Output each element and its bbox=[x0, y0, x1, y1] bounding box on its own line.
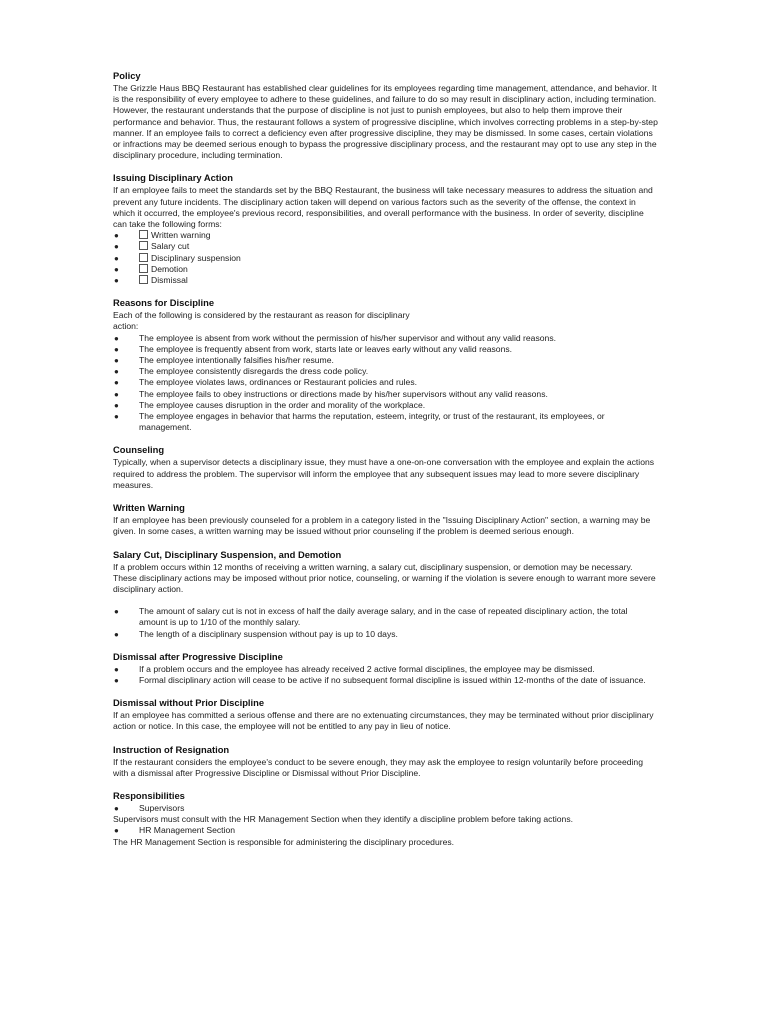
checkbox-glyph-icon bbox=[139, 253, 148, 262]
counseling-heading: Counseling bbox=[113, 444, 165, 456]
salary-cut-list bbox=[113, 606, 658, 640]
policy-heading: Policy bbox=[113, 70, 141, 81]
list-item: ● If a problem occurs and the employee has already received 2 active formal disciplines, the employee may be dismissed. bbox=[114, 663, 595, 674]
bullet-icon: ● bbox=[114, 344, 119, 354]
supervisors-label: Supervisors bbox=[139, 802, 185, 813]
reasons-heading: Reasons for Discipline bbox=[113, 297, 215, 309]
bullet-icon: ● bbox=[114, 253, 119, 263]
bullet-icon: ● bbox=[114, 356, 119, 366]
hr-text: The HR Management Section is responsible for administering the disciplinary procedures. bbox=[113, 836, 455, 847]
written-warning-heading: Written Warning bbox=[113, 502, 185, 514]
bullet-icon: ● bbox=[114, 664, 119, 674]
section-reasons-for-discipline bbox=[113, 297, 658, 433]
reasons-list bbox=[113, 333, 658, 434]
list-item: ● Demotion bbox=[114, 263, 188, 274]
resignation-heading: Instruction of Resignation bbox=[113, 743, 230, 755]
salary-cut-text: If a problem occurs within 12 months of receiving a written warning, a salary cut, disciplinary suspension, or demotion may be necessary. These disciplinary actions may be imposed without prior notice, counseling, or warning if the violation is severe enough to warrant more severe disciplinary action. bbox=[113, 561, 656, 594]
bullet-icon: ● bbox=[114, 264, 119, 274]
bullet-icon: ● bbox=[114, 675, 119, 685]
list-item: ● Dismissal bbox=[114, 275, 188, 286]
checkbox-glyph-icon bbox=[139, 230, 148, 239]
counseling-text: Typically, when a supervisor detects a disciplinary issue, they must have a one-on-one conversation with the employee and explain the actions required to address the problem. The supervisor will inform the employee that any subsequent issues may lead to more severe disciplinary measures. bbox=[113, 457, 655, 490]
list-item bbox=[113, 825, 658, 836]
list-item: ● Written warning bbox=[114, 230, 211, 241]
list-item: ● The employee causes disruption in the order and morality of the workplace. bbox=[114, 399, 426, 410]
bullet-icon: ● bbox=[114, 629, 119, 639]
bullet-icon: ● bbox=[114, 333, 119, 343]
discipline-forms-list bbox=[113, 230, 658, 286]
list-item: ● Salary cut bbox=[114, 241, 190, 252]
checkbox-glyph-icon bbox=[139, 275, 148, 284]
section-dismissal-after-progressive bbox=[113, 651, 658, 686]
list-item: ● Disciplinary suspension bbox=[114, 252, 241, 263]
bullet-icon: ● bbox=[114, 803, 119, 813]
section-policy bbox=[113, 70, 658, 161]
reasons-intro-line2: action: bbox=[113, 321, 139, 332]
bullet-icon: ● bbox=[114, 400, 119, 410]
responsibilities-heading: Responsibilities bbox=[113, 789, 185, 801]
list-item: ● The employee violates laws, ordinances or Restaurant policies and rules. bbox=[114, 377, 418, 388]
bullet-icon: ● bbox=[114, 378, 119, 388]
policy-text: The Grizzle Haus BBQ Restaurant has established clear guidelines for its employees regarding time management, attendance, and behavior. It is the responsibility of every employee to adhere to these guidelines, and failure to do so may result in disciplinary action, including termination. However, the restaurant understands that the purpose of discipline is not just to punish employees, but also to help them improve their performance and behavior. Thus, the restaurant follows a system of progressive discipline, which involves correcting problems in a step-by-step manner. If an employee fails to correct a deficiency even after progressive discipline, they may be dismissed. In some cases, certain violations or infractions may be deemed serious enough to bypass the progressive disciplinary process, and the restaurant may opt to use any step in the disciplinary procedure, including termination. bbox=[113, 83, 658, 161]
section-written-warning bbox=[113, 502, 658, 537]
bullet-icon: ● bbox=[114, 276, 119, 286]
checkbox-glyph-icon bbox=[139, 264, 148, 273]
list-item: ● The employee consistently disregards the dress code policy. bbox=[114, 366, 369, 377]
bullet-icon: ● bbox=[114, 242, 119, 252]
issuing-heading: Issuing Disciplinary Action bbox=[113, 172, 233, 184]
list-item: ● The length of a disciplinary suspension without pay is up to 10 days. bbox=[114, 628, 398, 639]
bullet-icon: ● bbox=[114, 607, 119, 617]
list-item: ● The employee engages in behavior that harms the reputation, esteem, integrity, or trust of the restaurant, its employees, or management. bbox=[114, 411, 605, 433]
section-counseling bbox=[113, 444, 658, 491]
bullet-icon: ● bbox=[114, 412, 119, 422]
document-page bbox=[113, 70, 658, 859]
list-item: ● The employee is absent from work without the permission of his/her supervisor and without any valid reasons. bbox=[114, 332, 556, 343]
written-warning-text: If an employee has been previously counseled for a problem in a category listed in the "Issuing Disciplinary Action" section, a warning may be given. In some cases, a written warning may be issued without prior counseling if the problem is deemed serious enough. bbox=[113, 515, 651, 537]
hr-label: HR Management Section bbox=[139, 825, 236, 836]
section-salary-cut bbox=[113, 549, 658, 640]
list-item bbox=[113, 803, 658, 814]
bullet-icon: ● bbox=[114, 826, 119, 836]
dismissal-without-text: If an employee has committed a serious offense and there are no extenuating circumstances, they may be terminated without prior disciplinary action or notice. In this case, the employee will not be entitled to any pay in lieu of notice. bbox=[113, 710, 654, 732]
list-item: ● The amount of salary cut is not in excess of half the daily average salary, and in the case of repeated disciplinary action, the total amount is up to 1/10 of the monthly salary. bbox=[114, 606, 628, 628]
checkbox-glyph-icon bbox=[139, 241, 148, 250]
section-instruction-of-resignation bbox=[113, 744, 658, 779]
dismissal-progressive-list bbox=[113, 664, 658, 686]
section-responsibilities bbox=[113, 790, 658, 848]
bullet-icon: ● bbox=[114, 367, 119, 377]
bullet-icon: ● bbox=[114, 231, 119, 241]
section-issuing-disciplinary-action bbox=[113, 172, 658, 286]
section-dismissal-without-prior bbox=[113, 697, 658, 732]
bullet-icon: ● bbox=[114, 389, 119, 399]
supervisors-text: Supervisors must consult with the HR Management Section when they identify a discipline problem before taking actions. bbox=[113, 814, 574, 825]
list-item: ● The employee is frequently absent from work, starts late or leaves early without any valid reasons. bbox=[114, 343, 513, 354]
dismissal-without-heading: Dismissal without Prior Discipline bbox=[113, 697, 265, 709]
list-item: ● The employee fails to obey instructions or directions made by his/her supervisors without any valid reasons. bbox=[114, 388, 548, 399]
dismissal-progressive-heading: Dismissal after Progressive Discipline bbox=[113, 650, 283, 662]
issuing-text: If an employee fails to meet the standards set by the BBQ Restaurant, the business will take necessary measures to address the situation and prevent any future incidents. The disciplinary action taken will depend on various factors such as the severity of the offense, the context in which it occurred, the employee's previous record, responsibilities, and overall performance with the business. In order of severity, discipline can take the following forms: bbox=[113, 185, 653, 230]
list-item: ● Formal disciplinary action will cease to be active if no subsequent formal discipline is issued within 12-months of the date of issuance. bbox=[114, 674, 646, 685]
list-item: ● The employee intentionally falsifies his/her resume. bbox=[114, 355, 334, 366]
salary-cut-heading: Salary Cut, Disciplinary Suspension, and Demotion bbox=[113, 548, 342, 560]
resignation-text: If the restaurant considers the employee's conduct to be severe enough, they may ask the employee to resign voluntarily before proceeding with a dismissal after Progressive Discipline or Dismissal without Prior Discipline. bbox=[113, 756, 643, 778]
reasons-intro-line1: Each of the following is considered by the restaurant as reason for disciplinary bbox=[113, 310, 410, 321]
